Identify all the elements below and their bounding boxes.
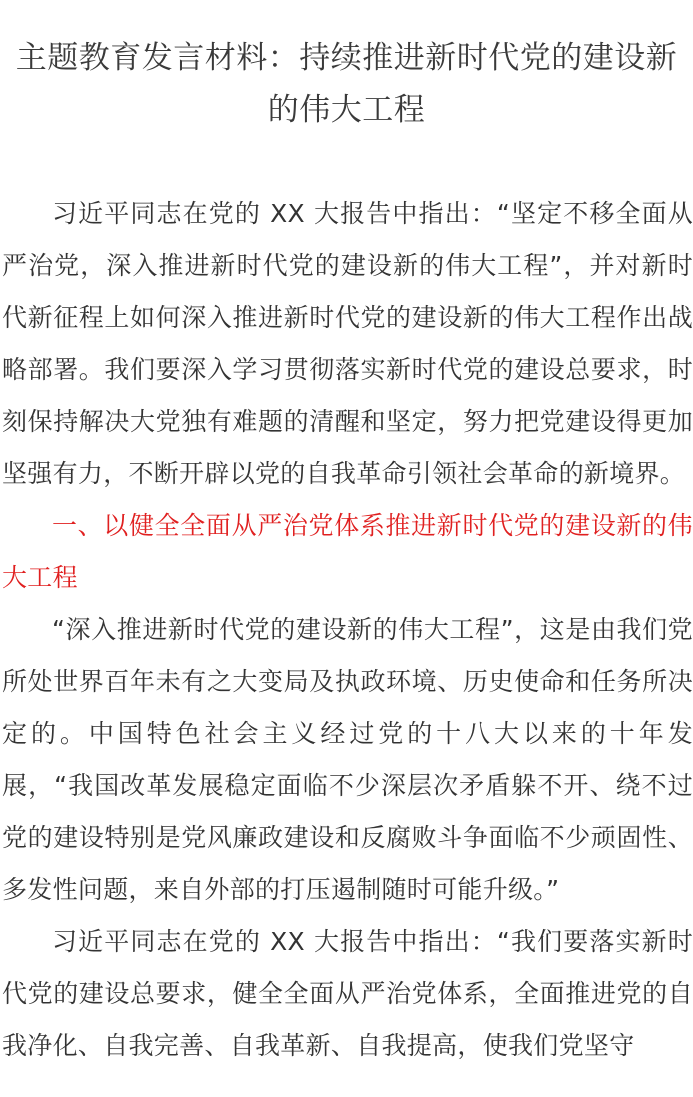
document-title: 主题教育发言材料：持续推进新时代党的建设新的伟大工程 [15,40,678,128]
section-heading: 一、以健全全面从严治党体系推进新时代党的建设新的伟大工程 [2,511,693,592]
document-body [0,136,693,1072]
body-paragraph: 习近平同志在党的 XX 大报告中指出：“我们要落实新时代党的建设总要求，健全全面从严治党体系，全面推进党的自我净化、自我完善、自我革新、自我提高，使我们党坚守 [2,927,693,1060]
body-paragraph: 习近平同志在党的 XX 大报告中指出：“坚定不移全面从严治党，深入推进新时代党的建设新的伟大工程”，并对新时代新征程上如何深入推进新时代党的建设新的伟大工程作出战略部署。我们要深入学习贯彻落实新时代党的建设总要求，时刻保持解决大党独有难题的清醒和坚定，努力把党建设得更加坚强有力，不断开辟以党的自我革命引领社会革命的新境界。 [2,199,693,488]
body-paragraph: “深入推进新时代党的建设新的伟大工程”，这是由我们党所处世界百年未有之大变局及执政环境、历史使命和任务所决定的。中国特色社会主义经过党的十八大以来的十年发展，“我国改革发展稳定面临不少深层次矛盾躲不开、绕不过党的建设特别是党风廉政建设和反腐败斗争面临不少顽固性、多发性问题，来自外部的打压遏制随时可能升级。” [2,615,693,904]
